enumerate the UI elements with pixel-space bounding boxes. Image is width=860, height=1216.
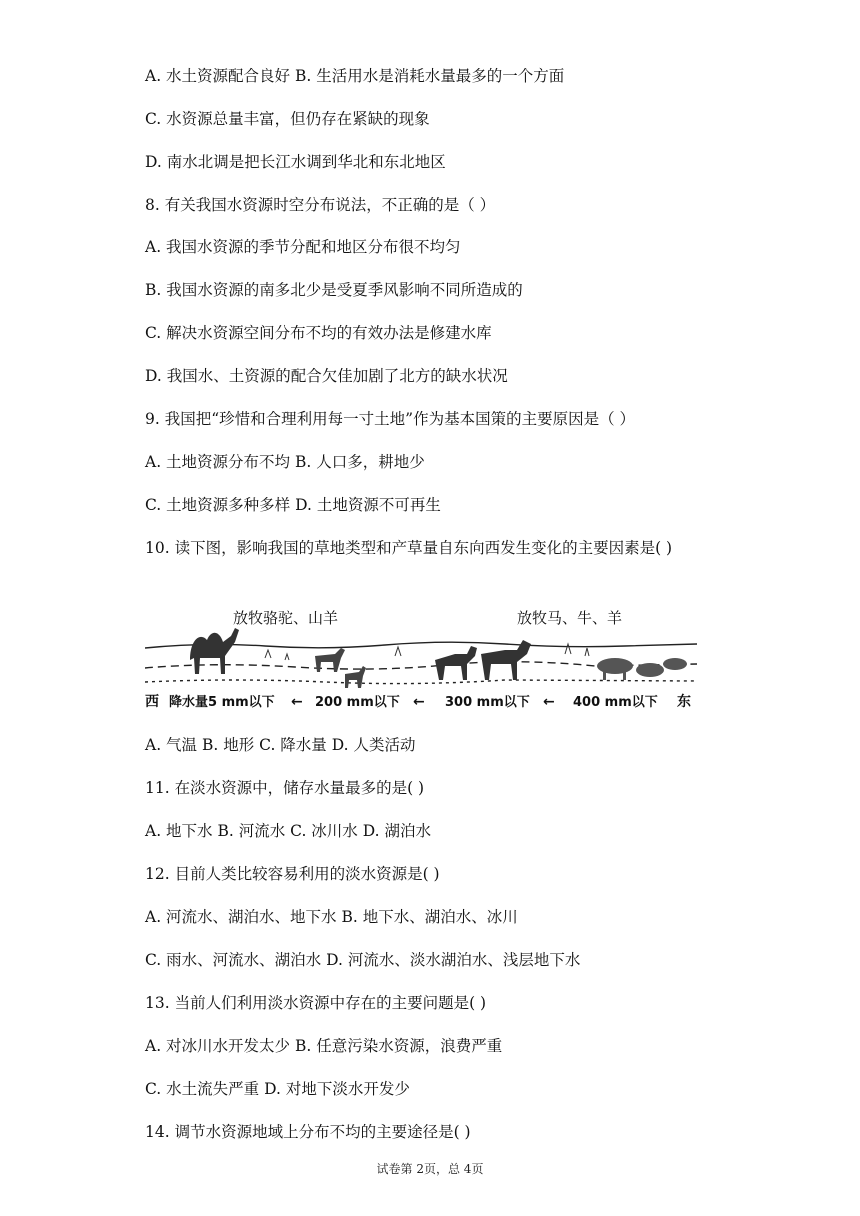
option-line: D. 南水北调是把长江水调到华北和东北地区 [145, 153, 446, 171]
grassland-figure [145, 598, 697, 714]
grassland-illustration [145, 598, 697, 714]
east-label: 东 [677, 694, 691, 710]
option-line: C. 水土流失严重 D. 对地下淡水开发少 [145, 1080, 410, 1098]
question-9: 9. 我国把“珍惜和合理利用每一寸土地”作为基本国策的主要原因是（ ） [145, 410, 635, 428]
option-line: A. 我国水资源的季节分配和地区分布很不均匀 [145, 238, 461, 256]
precip-2: 200 mm以下 [315, 695, 400, 710]
camel-icon [190, 628, 239, 674]
question-8: 8. 有关我国水资源时空分布说法，不正确的是（ ） [145, 196, 496, 214]
question-11: 11. 在淡水资源中，储存水量最多的是( ) [145, 779, 425, 797]
west-label: 西 [145, 694, 159, 710]
question-10: 10. 读下图，影响我国的草地类型和产草量自东向西发生变化的主要因素是( ) [145, 539, 673, 557]
option-line: A. 对冰川水开发太少 B. 任意污染水资源，浪费严重 [145, 1037, 503, 1055]
precip-4: 400 mm以下 [573, 695, 658, 710]
arrow-3: ← [543, 694, 555, 710]
arrow-2: ← [413, 694, 425, 710]
arrow-1: ← [291, 694, 303, 710]
question-13: 13. 当前人们利用淡水资源中存在的主要问题是( ) [145, 994, 487, 1012]
option-line: A. 土地资源分布不均 B. 人口多，耕地少 [145, 453, 425, 471]
option-line: C. 雨水、河流水、湖泊水 D. 河流水、淡水湖泊水、浅层地下水 [145, 951, 581, 969]
precip-3: 300 mm以下 [445, 695, 530, 710]
option-line: C. 土地资源多种多样 D. 土地资源不可再生 [145, 496, 441, 514]
cattle-icon [597, 658, 687, 680]
question-12: 12. 目前人类比较容易利用的淡水资源是( ) [145, 865, 440, 883]
option-line: C. 解决水资源空间分布不均的有效办法是修建水库 [145, 324, 492, 342]
option-line: A. 气温 B. 地形 C. 降水量 D. 人类活动 [145, 736, 416, 754]
figure-label-left: 放牧骆驼、山羊 [233, 609, 339, 627]
option-line: C. 水资源总量丰富，但仍存在紧缺的现象 [145, 110, 430, 128]
option-line: A. 地下水 B. 河流水 C. 冰川水 D. 湖泊水 [145, 822, 431, 840]
page-footer: 试卷第 2页，总 4页 [376, 1162, 484, 1176]
horse-icon [435, 640, 531, 680]
option-line: A. 河流水、湖泊水、地下水 B. 地下水、湖泊水、冰川 [145, 908, 518, 926]
option-line: D. 我国水、土资源的配合欠佳加剧了北方的缺水状况 [145, 367, 508, 385]
option-line: A. 水土资源配合良好 B. 生活用水是消耗水量最多的一个方面 [145, 67, 565, 85]
figure-label-right: 放牧马、牛、羊 [517, 609, 623, 627]
option-line: B. 我国水资源的南多北少是受夏季风影响不同所造成的 [145, 281, 523, 299]
question-14: 14. 调节水资源地域上分布不均的主要途径是( ) [145, 1123, 471, 1141]
precip-1: 降水量5 mm以下 [169, 695, 275, 710]
